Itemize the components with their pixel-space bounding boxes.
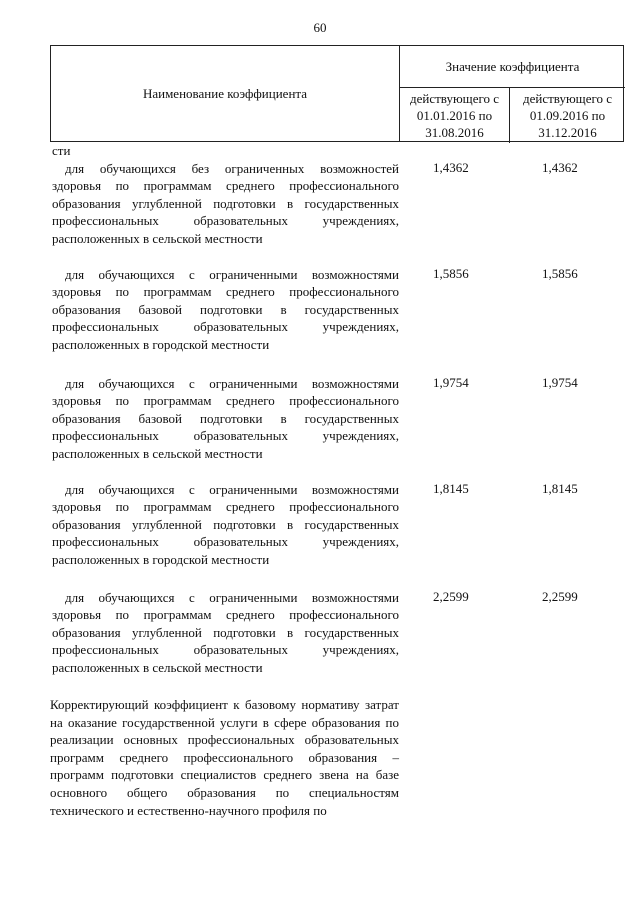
row-value-period2: 1,4362: [542, 160, 578, 175]
row-value-period2: 2,2599: [542, 589, 578, 604]
row-label: для обучающихся с ограниченными возможностями здоровья по программам среднего профессионального образования углубленной подготовки в государственных профессиональных образовательных учреждениях, расположенных в городской местности: [52, 482, 399, 567]
period1-header: действующего с 01.01.2016 по 31.08.2016: [400, 88, 510, 143]
coefficient-value-header: Значение коэффициента: [400, 46, 625, 88]
row-value-period1: 2,2599: [433, 589, 469, 604]
row-label: для обучающихся с ограниченными возможностями здоровья по программам среднего профессионального образования углубленной подготовки в государственных профессиональных образовательных учреждениях, расположенных в сельской местности: [52, 590, 399, 675]
row-label: для обучающихся с ограниченными возможностями здоровья по программам среднего профессионального образования базовой подготовки в государственных профессиональных образовательных учреждениях, расположенных в сельской местности: [52, 376, 399, 461]
coefficient-name-header: Наименование коэффициента: [51, 46, 400, 141]
row-label: для обучающихся с ограниченными возможностями здоровья по программам среднего профессионального образования базовой подготовки в государственных профессиональных образовательных учреждениях, расположенных в городской местности: [52, 267, 399, 352]
table-header: [50, 45, 624, 142]
row-value-period2: 1,9754: [542, 375, 578, 390]
row-value-period2: 1,5856: [542, 266, 578, 281]
row-value-period1: 1,5856: [433, 266, 469, 281]
row-value-period1: 1,9754: [433, 375, 469, 390]
period2-header: действующего с 01.09.2016 по 31.12.2016: [522, 91, 612, 140]
row-value-period2: 1,8145: [542, 481, 578, 496]
continued-fragment: сти: [52, 143, 71, 158]
row-value-period1: 1,8145: [433, 481, 469, 496]
correction-coefficient-text: Корректирующий коэффициент к базовому нормативу затрат на оказание государственной услуги в сфере образования по реализации основных профессиональных образовательных программ среднего профессионального образования – программ подготовки специалистов среднего звена на базе основного общего образования по специальностям технического и естественно-научного профиля по: [50, 697, 399, 818]
row-label: для обучающихся без ограниченных возможностей здоровья по программам среднего профессионального образования углубленной подготовки в государственных профессиональных образовательных учреждениях, расположенных в сельской местности: [52, 161, 399, 246]
page-number: 60: [313, 20, 327, 35]
row-value-period1: 1,4362: [433, 160, 469, 175]
